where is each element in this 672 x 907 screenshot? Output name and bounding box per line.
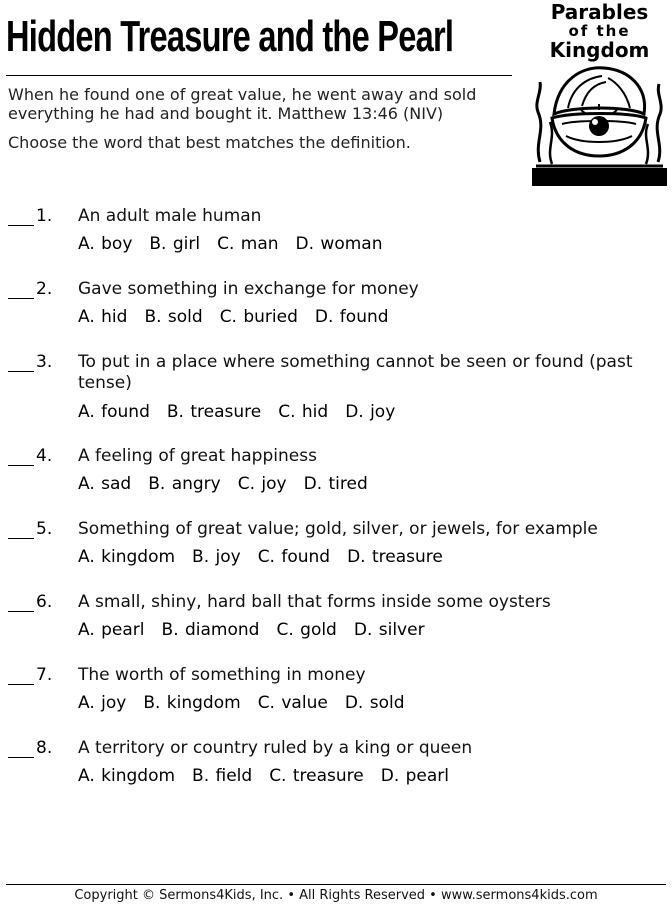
parables-logo	[532, 0, 667, 186]
option-c: C. hid	[278, 402, 329, 422]
oyster-pearl-icon	[532, 52, 667, 170]
option-b: B. diamond	[161, 620, 260, 640]
option-d: D. joy	[345, 402, 396, 422]
question-definition: A feeling of great happiness	[78, 446, 317, 466]
option-d: D. found	[314, 307, 389, 327]
footer-copyright: Copyright © Sermons4Kids, Inc. • All Rights Reserved • www.sermons4kids.com	[74, 888, 598, 903]
question-definition: To put in a place where something cannot be seen or found (past tense)	[78, 352, 633, 393]
option-c: C. gold	[276, 620, 337, 640]
option-b: B. joy	[192, 547, 241, 567]
question-options	[78, 402, 412, 423]
question-definition: The worth of something in money	[78, 665, 366, 685]
option-b: B. kingdom	[143, 693, 241, 713]
option-c: C. treasure	[269, 766, 364, 786]
answer-blank[interactable]	[8, 465, 34, 466]
logo-line-2: of the	[568, 22, 631, 40]
instructions: Choose the word that best matches the definition.	[8, 133, 411, 152]
question-definition: A small, shiny, hard ball that forms inside some oysters	[78, 592, 551, 612]
question-definition: Something of great value; gold, silver, or jewels, for example	[78, 519, 598, 539]
option-a: A. sad	[78, 474, 132, 494]
question-number: 2.	[36, 279, 53, 299]
option-a: A. joy	[78, 693, 127, 713]
question-options	[78, 474, 385, 495]
answer-blank[interactable]	[8, 371, 34, 372]
question-number: 7.	[36, 665, 53, 685]
option-a: A. kingdom	[78, 547, 176, 567]
footer-divider	[6, 884, 666, 885]
option-b: B. treasure	[166, 402, 262, 422]
question-options	[78, 766, 466, 787]
option-a: A. boy	[78, 234, 133, 254]
option-c: C. found	[257, 547, 331, 567]
option-d: D. pearl	[380, 766, 450, 786]
question-definition: Gave something in exchange for money	[78, 279, 419, 299]
option-a: A. hid	[78, 307, 128, 327]
option-d: D. woman	[295, 234, 383, 254]
option-c: C. value	[257, 693, 328, 713]
question-options	[78, 620, 442, 641]
question-definition: An adult male human	[78, 206, 262, 226]
option-d: D. treasure	[347, 547, 443, 567]
option-c: C. joy	[237, 474, 287, 494]
question-options	[78, 547, 460, 568]
title-divider	[6, 75, 512, 76]
answer-blank[interactable]	[8, 757, 34, 758]
option-c: C. buried	[219, 307, 298, 327]
question-number: 5.	[36, 519, 53, 539]
answer-blank[interactable]	[8, 611, 34, 612]
option-d: D. sold	[344, 693, 405, 713]
logo-bar	[532, 168, 667, 186]
question-definition: A territory or country ruled by a king or queen	[78, 738, 473, 758]
option-a: A. pearl	[78, 620, 145, 640]
question-options	[78, 693, 421, 714]
answer-blank[interactable]	[8, 684, 34, 685]
option-b: B. sold	[144, 307, 203, 327]
option-b: B. field	[192, 766, 253, 786]
option-a: A. kingdom	[78, 766, 176, 786]
question-number: 6.	[36, 592, 53, 612]
intro-verse: When he found one of great value, he went away and sold everything he had and bought it. Matthew 13:46 (NIV)	[8, 85, 477, 123]
question-number: 1.	[36, 206, 53, 226]
logo-line-3: Kingdom	[549, 38, 650, 62]
question-options	[78, 307, 406, 328]
option-b: B. angry	[148, 474, 221, 494]
logo-line-1: Parables	[550, 0, 649, 24]
answer-blank[interactable]	[8, 298, 34, 299]
option-c: C. man	[217, 234, 279, 254]
answer-blank[interactable]	[8, 538, 34, 539]
question-number: 4.	[36, 446, 53, 466]
question-options	[78, 234, 400, 255]
question-number: 8.	[36, 738, 53, 758]
option-b: B. girl	[149, 234, 201, 254]
option-d: D. silver	[353, 620, 425, 640]
option-d: D. tired	[303, 474, 368, 494]
answer-blank[interactable]	[8, 225, 34, 226]
page-title: Hidden Treasure and the Pearl	[6, 12, 454, 61]
option-a: A. found	[78, 402, 150, 422]
question-number: 3.	[36, 352, 53, 372]
